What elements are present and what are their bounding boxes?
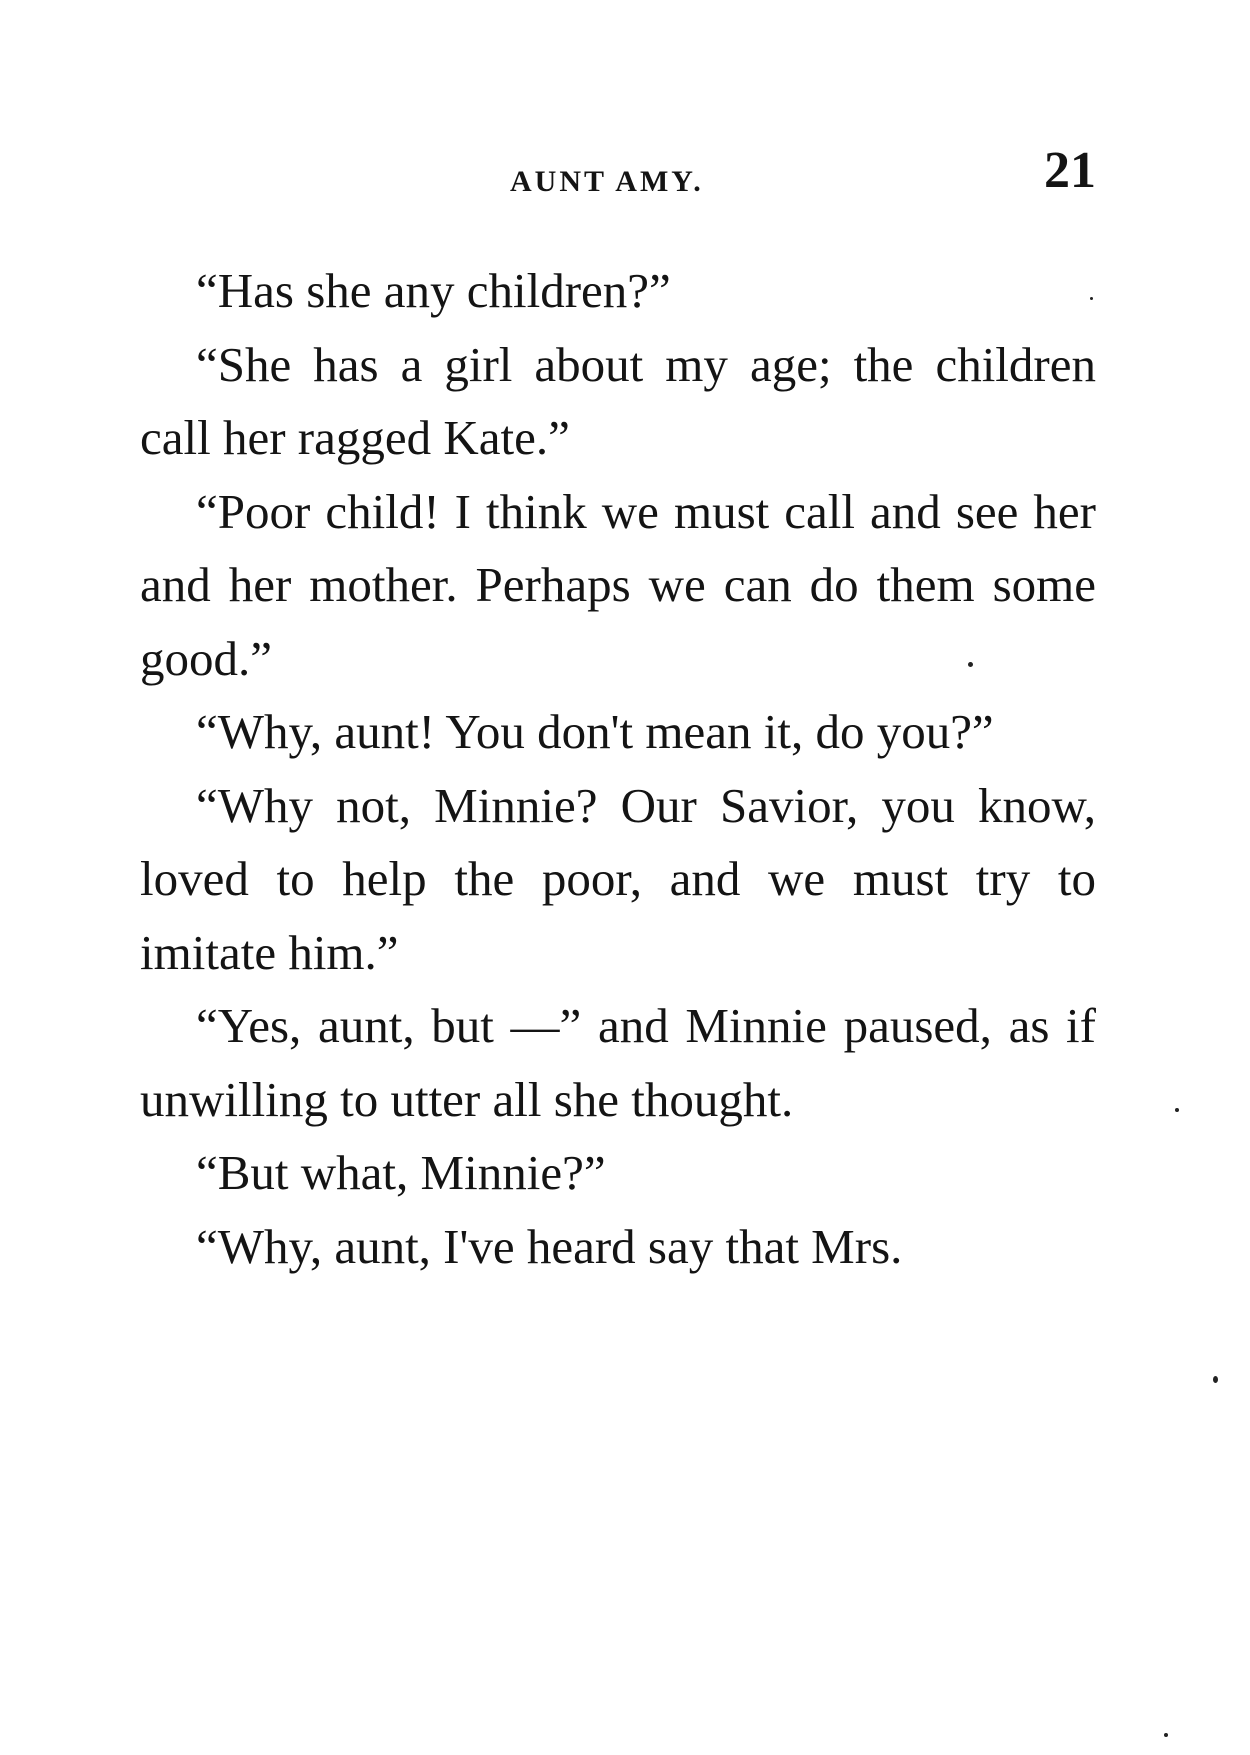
paragraph: “Poor child! I think we must call and see her and her mother. Perhaps we can do them some good.” (140, 483, 1096, 686)
paragraph: “Why not, Minnie? Our Savior, you know, loved to help the poor, and we must try to imitate him.” (140, 777, 1096, 980)
print-speck (1175, 1108, 1179, 1112)
running-head (140, 142, 1096, 205)
paragraph: “She has a girl about my age; the children call her ragged Kate.” (140, 336, 1096, 465)
print-speck (1090, 297, 1093, 300)
body-text (140, 254, 1096, 1283)
paragraph: “Why, aunt, I've heard say that Mrs. (196, 1218, 903, 1274)
print-speck (1213, 1376, 1218, 1383)
running-title: AUNT AMY. (510, 165, 704, 198)
paragraph: “Yes, aunt, but —” and Minnie paused, as if unwilling to utter all she thought. (140, 998, 1096, 1127)
print-speck (1164, 1733, 1168, 1737)
paragraph: “Why, aunt! You don't mean it, do you?” (196, 704, 994, 759)
paragraph: “But what, Minnie?” (196, 1145, 606, 1200)
page-number: 21 (1044, 142, 1096, 199)
print-speck (968, 662, 973, 667)
paragraph: “Has she any children?” (196, 263, 671, 318)
